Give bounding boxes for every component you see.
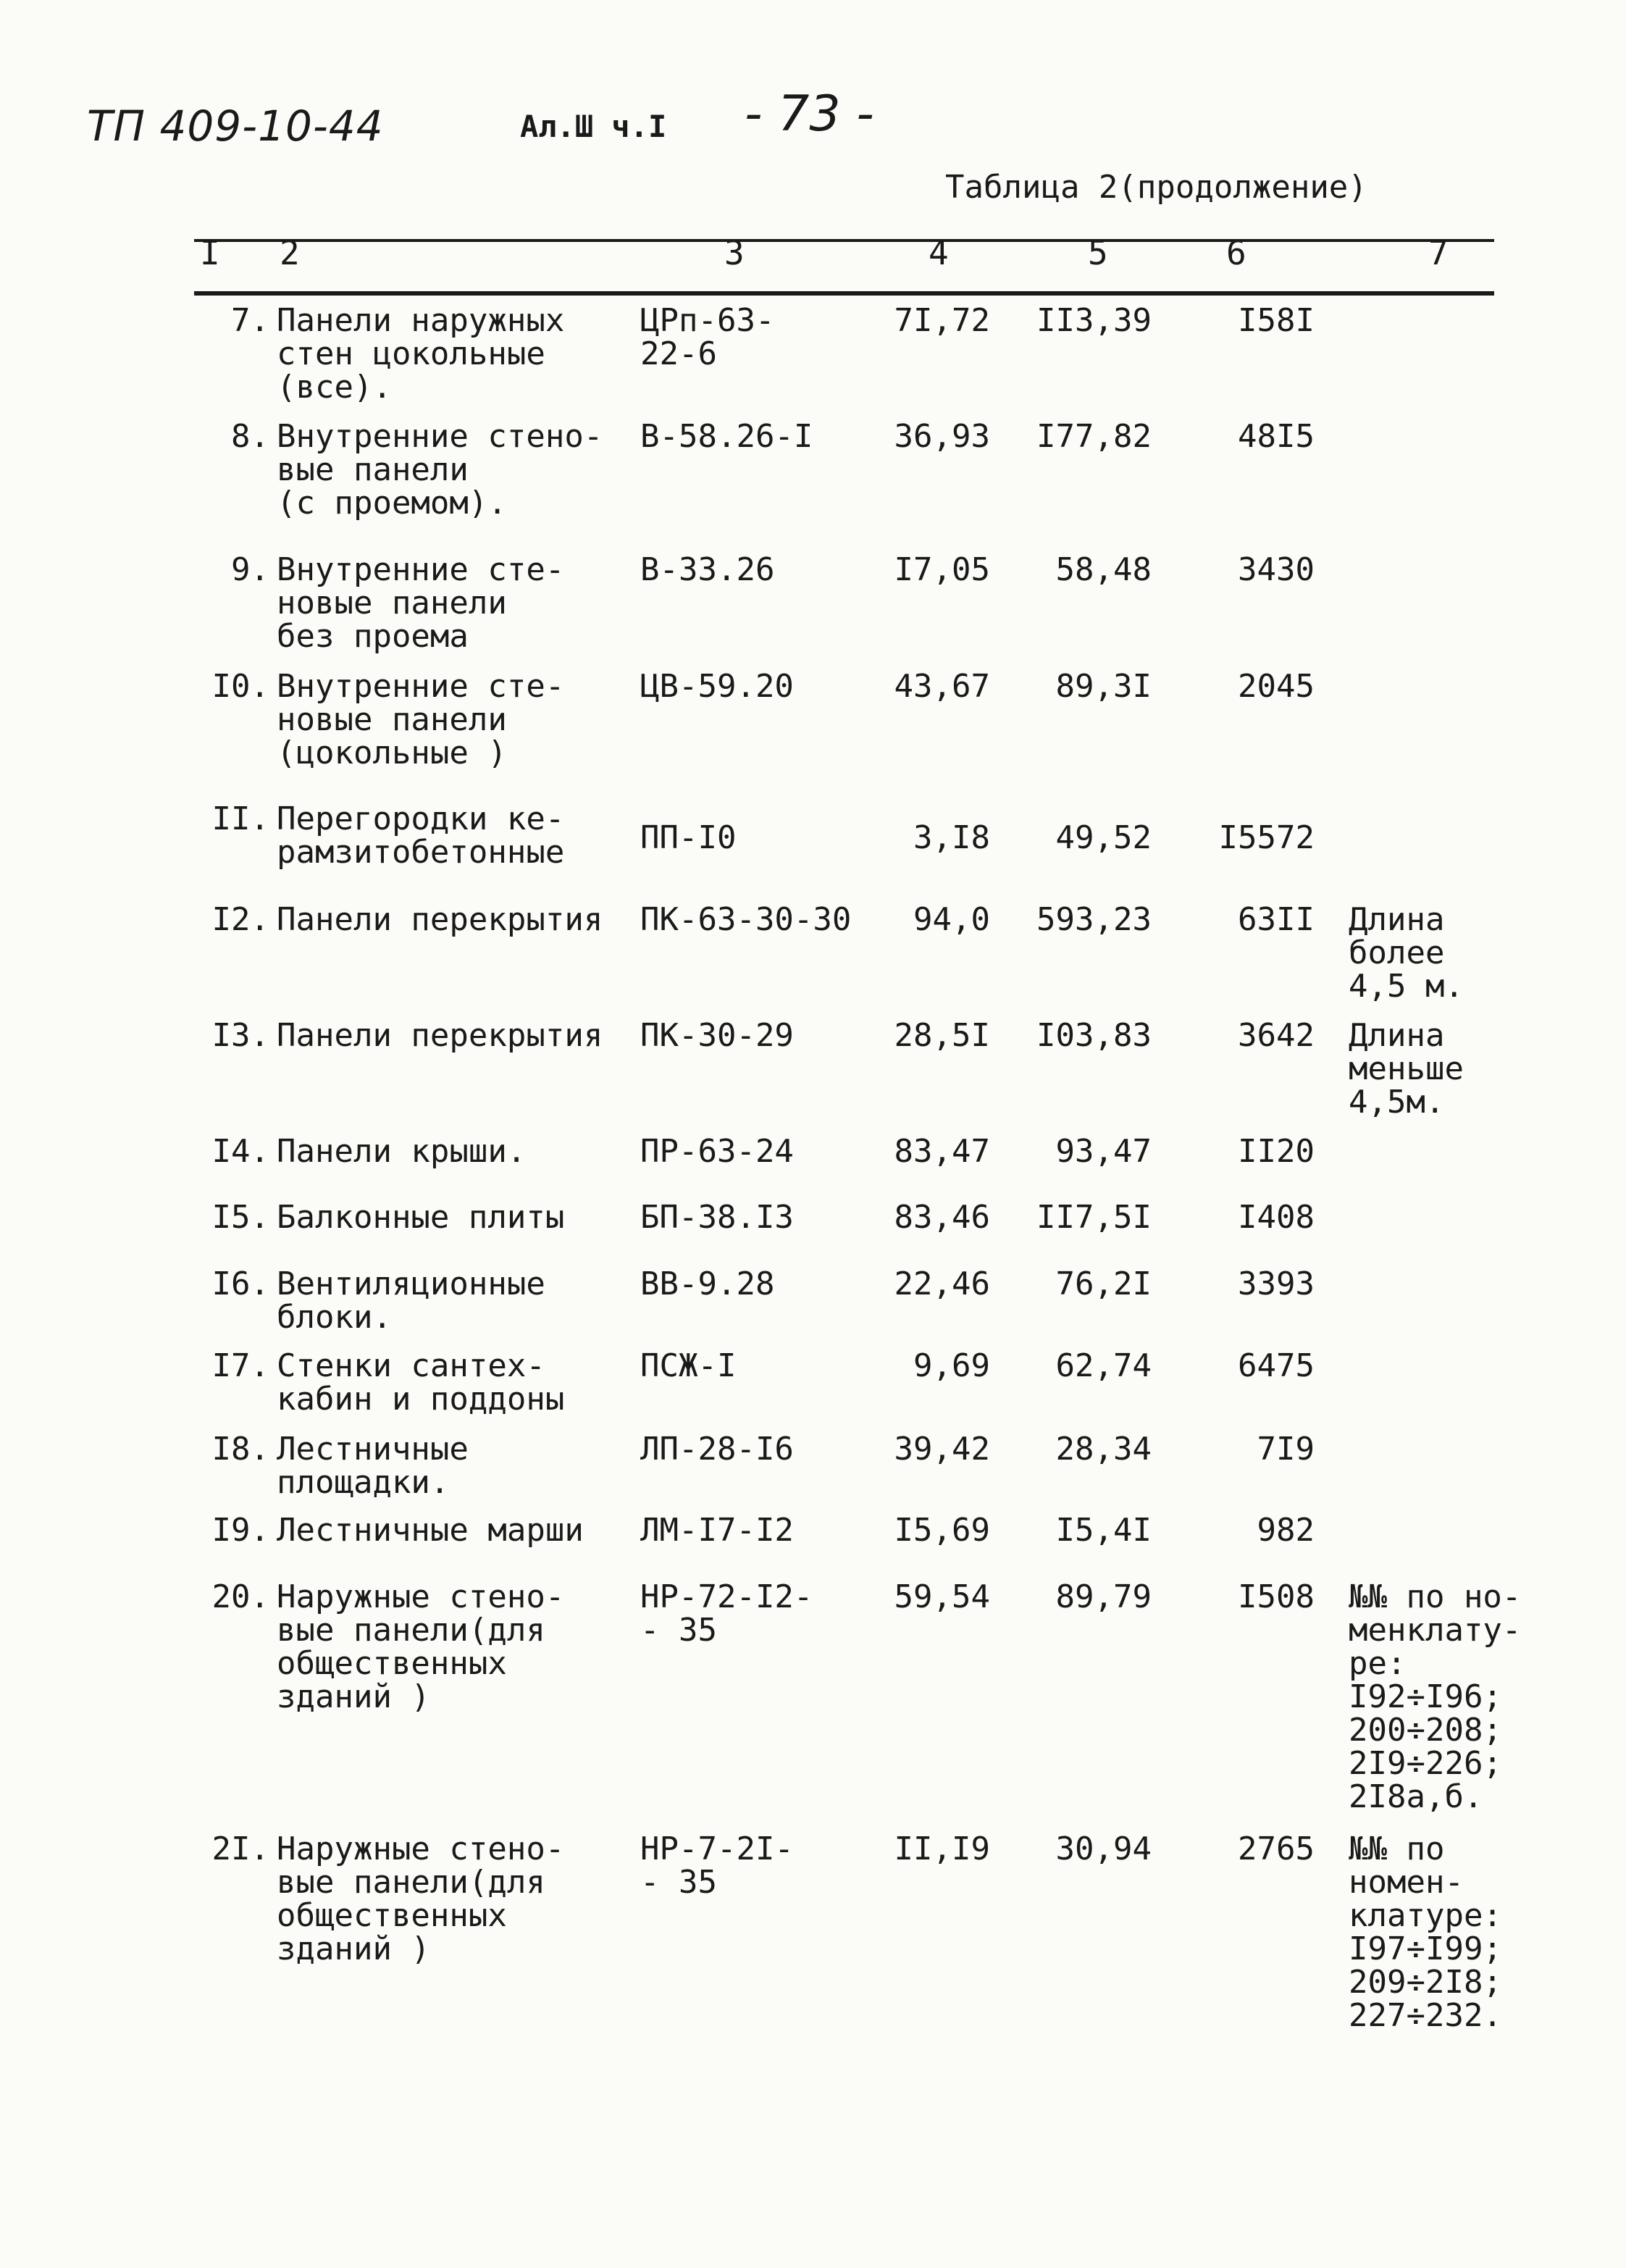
row-number: I7. (211, 1347, 269, 1384)
row-value-4: 83,47 (894, 1133, 990, 1170)
row-value-5: I77,82 (1036, 418, 1152, 455)
row-name: Панели перекрытия (277, 901, 603, 938)
column-header-4: 4 (929, 233, 949, 272)
row-value-6: II20 (1238, 1133, 1315, 1170)
row-number: 9. (231, 551, 269, 588)
row-value-4: 59,54 (894, 1578, 990, 1615)
page-number (745, 85, 874, 143)
row-value-5: 76,2I (1055, 1265, 1152, 1302)
row-name: Внутренние сте- новые панели без проема (277, 551, 565, 655)
row-value-4: 3,I8 (913, 819, 990, 856)
row-value-4: 43,67 (894, 668, 990, 705)
row-mark: В-33.26 (640, 551, 775, 588)
row-value-4: 28,5I (894, 1017, 990, 1054)
column-header-2: 2 (280, 233, 300, 272)
row-value-4: II,I9 (894, 1830, 990, 1867)
page-number-text: - 73 - (745, 85, 874, 143)
row-mark: ПП-I0 (640, 819, 737, 856)
row-name: Внутренние сте- новые панели (цокольные ) (277, 668, 565, 771)
table-top-rule (194, 239, 1494, 242)
row-mark: ПР-63-24 (640, 1133, 794, 1170)
row-value-6: 3430 (1238, 551, 1315, 588)
row-value-5: 30,94 (1055, 1830, 1152, 1867)
row-value-4: I5,69 (894, 1512, 990, 1549)
row-value-6: 3642 (1238, 1017, 1315, 1054)
row-value-6: 3393 (1238, 1265, 1315, 1302)
row-mark: ЛМ-I7-I2 (640, 1512, 794, 1549)
row-value-5: 93,47 (1055, 1133, 1152, 1170)
row-name: Вентиляционные блоки. (277, 1265, 545, 1336)
row-name: Лестничные площадки. (277, 1431, 469, 1501)
row-note: №№ по но- менклату- ре: I92÷I96; 200÷208; 2I9÷226; 2I8а,б. (1349, 1578, 1522, 1815)
row-number: 2I. (211, 1830, 269, 1867)
row-note: Длина более 4,5 м. (1349, 901, 1464, 1005)
row-number: I6. (211, 1265, 269, 1302)
row-mark: ЦВ-59.20 (640, 668, 794, 705)
row-value-6: 982 (1257, 1512, 1315, 1549)
row-number: 20. (211, 1578, 269, 1615)
row-number: I2. (211, 901, 269, 938)
row-number: 8. (231, 418, 269, 455)
row-number: I4. (211, 1133, 269, 1170)
row-value-5: 593,23 (1036, 901, 1152, 938)
row-value-5: 62,74 (1055, 1347, 1152, 1384)
row-name: Панели наружных стен цокольные (все). (277, 302, 565, 406)
row-value-4: 94,0 (913, 901, 990, 938)
row-value-5: 58,48 (1055, 551, 1152, 588)
row-value-6: I408 (1238, 1199, 1315, 1236)
row-mark: ВВ-9.28 (640, 1265, 775, 1302)
row-number: I9. (211, 1512, 269, 1549)
row-mark: НР-72-I2- - 35 (640, 1578, 813, 1649)
row-value-6: 48I5 (1238, 418, 1315, 455)
row-value-6: I508 (1238, 1578, 1315, 1615)
album-label: Ал.Ш ч.I (520, 109, 667, 144)
row-value-5: 89,79 (1055, 1578, 1152, 1615)
row-mark: ПК-63-30-30 (640, 901, 852, 938)
row-number: 7. (231, 302, 269, 339)
row-name: Лестничные марши (277, 1512, 584, 1549)
row-number: I5. (211, 1199, 269, 1236)
row-value-5: 49,52 (1055, 819, 1152, 856)
column-header-1: I (200, 233, 220, 272)
row-value-6: I5572 (1218, 819, 1315, 856)
row-value-4: 39,42 (894, 1431, 990, 1468)
row-value-6: 63II (1238, 901, 1315, 938)
row-name: Перегородки ке- рамзитобетонные (277, 800, 565, 871)
row-value-4: 9,69 (913, 1347, 990, 1384)
row-mark: ПСЖ-I (640, 1347, 737, 1384)
column-header-6: 6 (1226, 233, 1246, 272)
row-note: Длина меньше 4,5м. (1349, 1017, 1464, 1121)
row-name: Панели перекрытия (277, 1017, 603, 1054)
row-name: Наружные стено- вые панели(для общественных зданий ) (277, 1830, 565, 1967)
row-mark: ЦРп-63- 22-6 (640, 302, 775, 372)
row-name: Внутренние стено- вые панели (с проемом). (277, 418, 603, 522)
row-number: I3. (211, 1017, 269, 1054)
row-value-5: 28,34 (1055, 1431, 1152, 1468)
row-value-5: 89,3I (1055, 668, 1152, 705)
row-value-5: II3,39 (1036, 302, 1152, 339)
column-header-5: 5 (1088, 233, 1108, 272)
table-caption: Таблица 2(продолжение) (945, 169, 1367, 206)
column-header-7: 7 (1428, 233, 1449, 272)
row-note: №№ по номен- клатуре: I97÷I99; 209÷2I8; 227÷232. (1349, 1830, 1502, 2034)
row-value-4: 22,46 (894, 1265, 990, 1302)
row-name: Стенки сантех- кабин и поддоны (277, 1347, 565, 1418)
row-value-5: I5,4I (1055, 1512, 1152, 1549)
row-mark: БП-38.I3 (640, 1199, 794, 1236)
table-header-rule (194, 291, 1494, 296)
row-value-6: I58I (1238, 302, 1315, 339)
row-name: Наружные стено- вые панели(для общественных зданий ) (277, 1578, 565, 1715)
row-mark: В-58.26-I (640, 418, 813, 455)
row-number: I8. (211, 1431, 269, 1468)
row-name: Панели крыши. (277, 1133, 527, 1170)
row-value-4: 83,46 (894, 1199, 990, 1236)
row-value-4: 36,93 (894, 418, 990, 455)
row-name: Балконные плиты (277, 1199, 565, 1236)
row-value-4: I7,05 (894, 551, 990, 588)
row-value-6: 6475 (1238, 1347, 1315, 1384)
row-value-4: 7I,72 (894, 302, 990, 339)
row-number: I0. (211, 668, 269, 705)
row-mark: ЛП-28-I6 (640, 1431, 794, 1468)
row-value-5: II7,5I (1036, 1199, 1152, 1236)
row-mark: НР-7-2I- - 35 (640, 1830, 794, 1901)
row-value-6: 2045 (1238, 668, 1315, 705)
row-value-5: I03,83 (1036, 1017, 1152, 1054)
row-number: II. (211, 800, 269, 837)
column-header-3: 3 (724, 233, 745, 272)
row-value-6: 7I9 (1257, 1431, 1315, 1468)
row-mark: ПК-30-29 (640, 1017, 794, 1054)
row-value-6: 2765 (1238, 1830, 1315, 1867)
document-code: ТП 409-10-44 (87, 101, 384, 151)
